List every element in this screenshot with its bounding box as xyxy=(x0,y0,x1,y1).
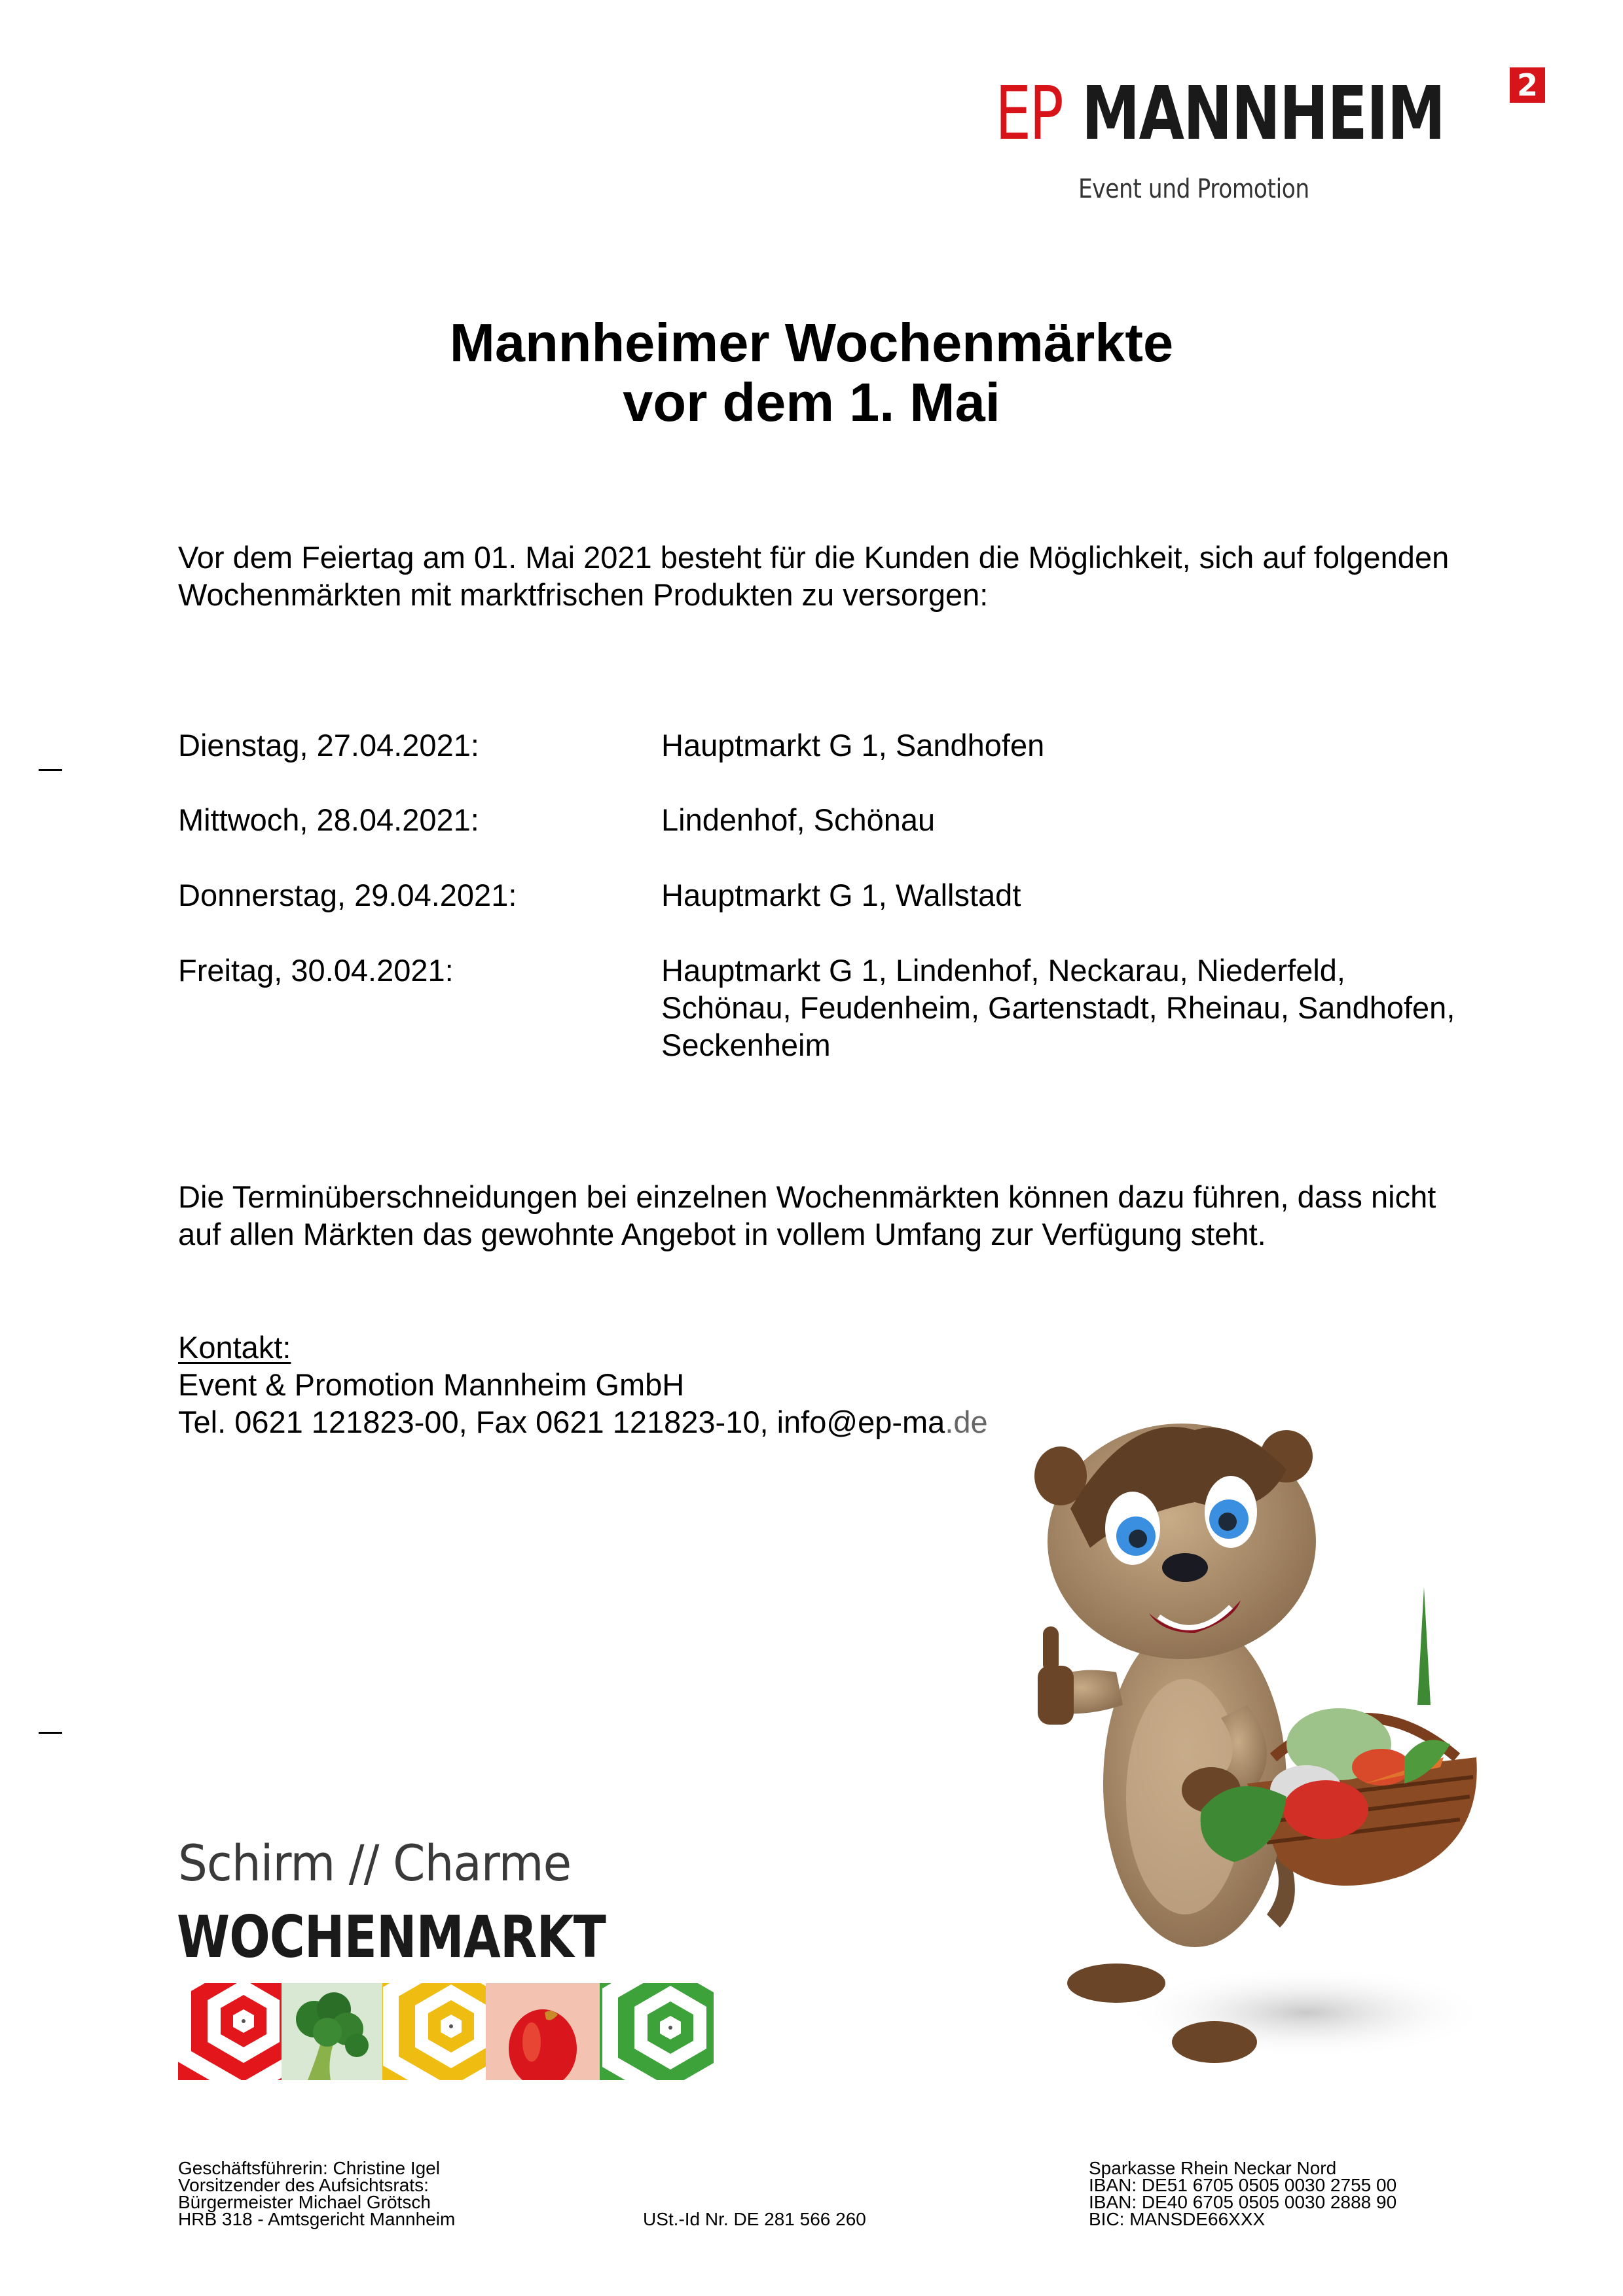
red-umbrella-icon xyxy=(178,1983,282,2080)
schedule-day: Freitag, 30.04.2021: xyxy=(178,953,454,988)
contact-details xyxy=(178,1403,988,1441)
page-title xyxy=(0,313,1623,432)
green-umbrella-icon xyxy=(600,1983,714,2080)
red-umbrella-tile xyxy=(178,1983,282,2080)
schedule-locations xyxy=(661,726,1044,764)
location-line: Hauptmarkt G 1, Wallstadt xyxy=(661,878,1021,912)
campaign-title: WOCHENMARKT xyxy=(177,1903,606,1971)
footer-managing-director: Geschäftsführerin: Christine Igel xyxy=(178,2158,440,2178)
contact-phone-fax-email: Tel. 0621 121823-00, Fax 0621 121823-10, info@ep-ma xyxy=(178,1405,945,1439)
footer-company-info xyxy=(178,2160,455,2228)
broccoli-icon xyxy=(282,1983,382,2080)
logo-prefix: EP xyxy=(995,71,1062,156)
yellow-umbrella-tile xyxy=(382,1983,486,2080)
schirm-charme-wochenmarkt-logo xyxy=(178,1826,715,2088)
schedule-day: Mittwoch, 28.04.2021: xyxy=(178,802,479,837)
location-line: Lindenhof, Schönau xyxy=(661,802,936,837)
green-umbrella-tile xyxy=(600,1983,714,2080)
ep-mannheim-logo xyxy=(995,65,1558,223)
footer-iban-1: IBAN: DE51 6705 0505 0030 2755 00 xyxy=(1089,2175,1397,2195)
footer-bic: BIC: MANSDE66XXX xyxy=(1089,2209,1266,2229)
footer-board-chair-label: Vorsitzender des Aufsichtsrats: xyxy=(178,2175,429,2195)
note-line-1: Die Terminüberschneidungen bei einzelnen Wochenmärkten können dazu führen, dass nicht xyxy=(178,1179,1436,1214)
contact-company: Event & Promotion Mannheim GmbH xyxy=(178,1367,685,1402)
campaign-slogan: Schirm // Charme xyxy=(178,1834,572,1892)
campaign-image-strip xyxy=(178,1983,714,2080)
logo-superscript-badge: 2 xyxy=(1510,67,1545,103)
yellow-umbrella-icon xyxy=(382,1983,486,2080)
hamster-mascot-image xyxy=(998,1391,1489,2098)
schedule-locations xyxy=(661,952,1455,1064)
intro-line-1: Vor dem Feiertag am 01. Mai 2021 besteht für die Kunden die Möglichkeit, sich auf folgenden xyxy=(178,540,1450,575)
location-line: Schönau, Feudenheim, Gartenstadt, Rheinau, Sandhofen, xyxy=(661,990,1455,1025)
fold-mark-bottom xyxy=(39,1732,62,1734)
schedule-day: Dienstag, 27.04.2021: xyxy=(178,728,479,762)
apple-icon xyxy=(486,1983,600,2080)
footer-vat-id: USt.-Id Nr. DE 281 566 260 xyxy=(643,2209,866,2229)
contact-heading: Kontakt: xyxy=(178,1330,291,1365)
intro-line-2: Wochenmärkten mit marktfrischen Produkten zu versorgen: xyxy=(178,577,989,612)
intro-paragraph xyxy=(178,539,1449,613)
note-line-2: auf allen Märkten das gewohnte Angebot in vollem Umfang zur Verfügung steht. xyxy=(178,1217,1266,1251)
location-line: Seckenheim xyxy=(661,1028,831,1062)
schedule-locations xyxy=(661,876,1021,914)
title-line-1: Mannheimer Wochenmärkte xyxy=(449,312,1174,373)
logo-wordmark xyxy=(995,71,1535,156)
footer-registry: HRB 318 - Amtsgericht Mannheim xyxy=(178,2209,456,2229)
footer-iban-2: IBAN: DE40 6705 0505 0030 2888 90 xyxy=(1089,2192,1397,2212)
footer-board-chair-name: Bürgermeister Michael Grötsch xyxy=(178,2192,431,2212)
schedule-day: Donnerstag, 29.04.2021: xyxy=(178,878,517,912)
broccoli-tile xyxy=(282,1983,382,2080)
contact-block xyxy=(178,1329,988,1441)
mascot-illustration xyxy=(998,1391,1489,2098)
fold-mark-top xyxy=(39,769,62,771)
logo-tagline: Event und Promotion xyxy=(1078,174,1309,204)
location-line: Hauptmarkt G 1, Lindenhof, Neckarau, Niederfeld, xyxy=(661,953,1345,988)
logo-name: MANNHEIM xyxy=(1082,71,1445,156)
overlap-note xyxy=(178,1178,1436,1253)
schedule-locations xyxy=(661,801,935,838)
title-line-2: vor dem 1. Mai xyxy=(623,372,1000,433)
footer-bank-info xyxy=(1089,2160,1396,2228)
location-line: Hauptmarkt G 1, Sandhofen xyxy=(661,728,1045,762)
email-domain-suffix: .de xyxy=(945,1405,988,1439)
footer-bank-name: Sparkasse Rhein Neckar Nord xyxy=(1089,2158,1337,2178)
apple-tile xyxy=(486,1983,600,2080)
